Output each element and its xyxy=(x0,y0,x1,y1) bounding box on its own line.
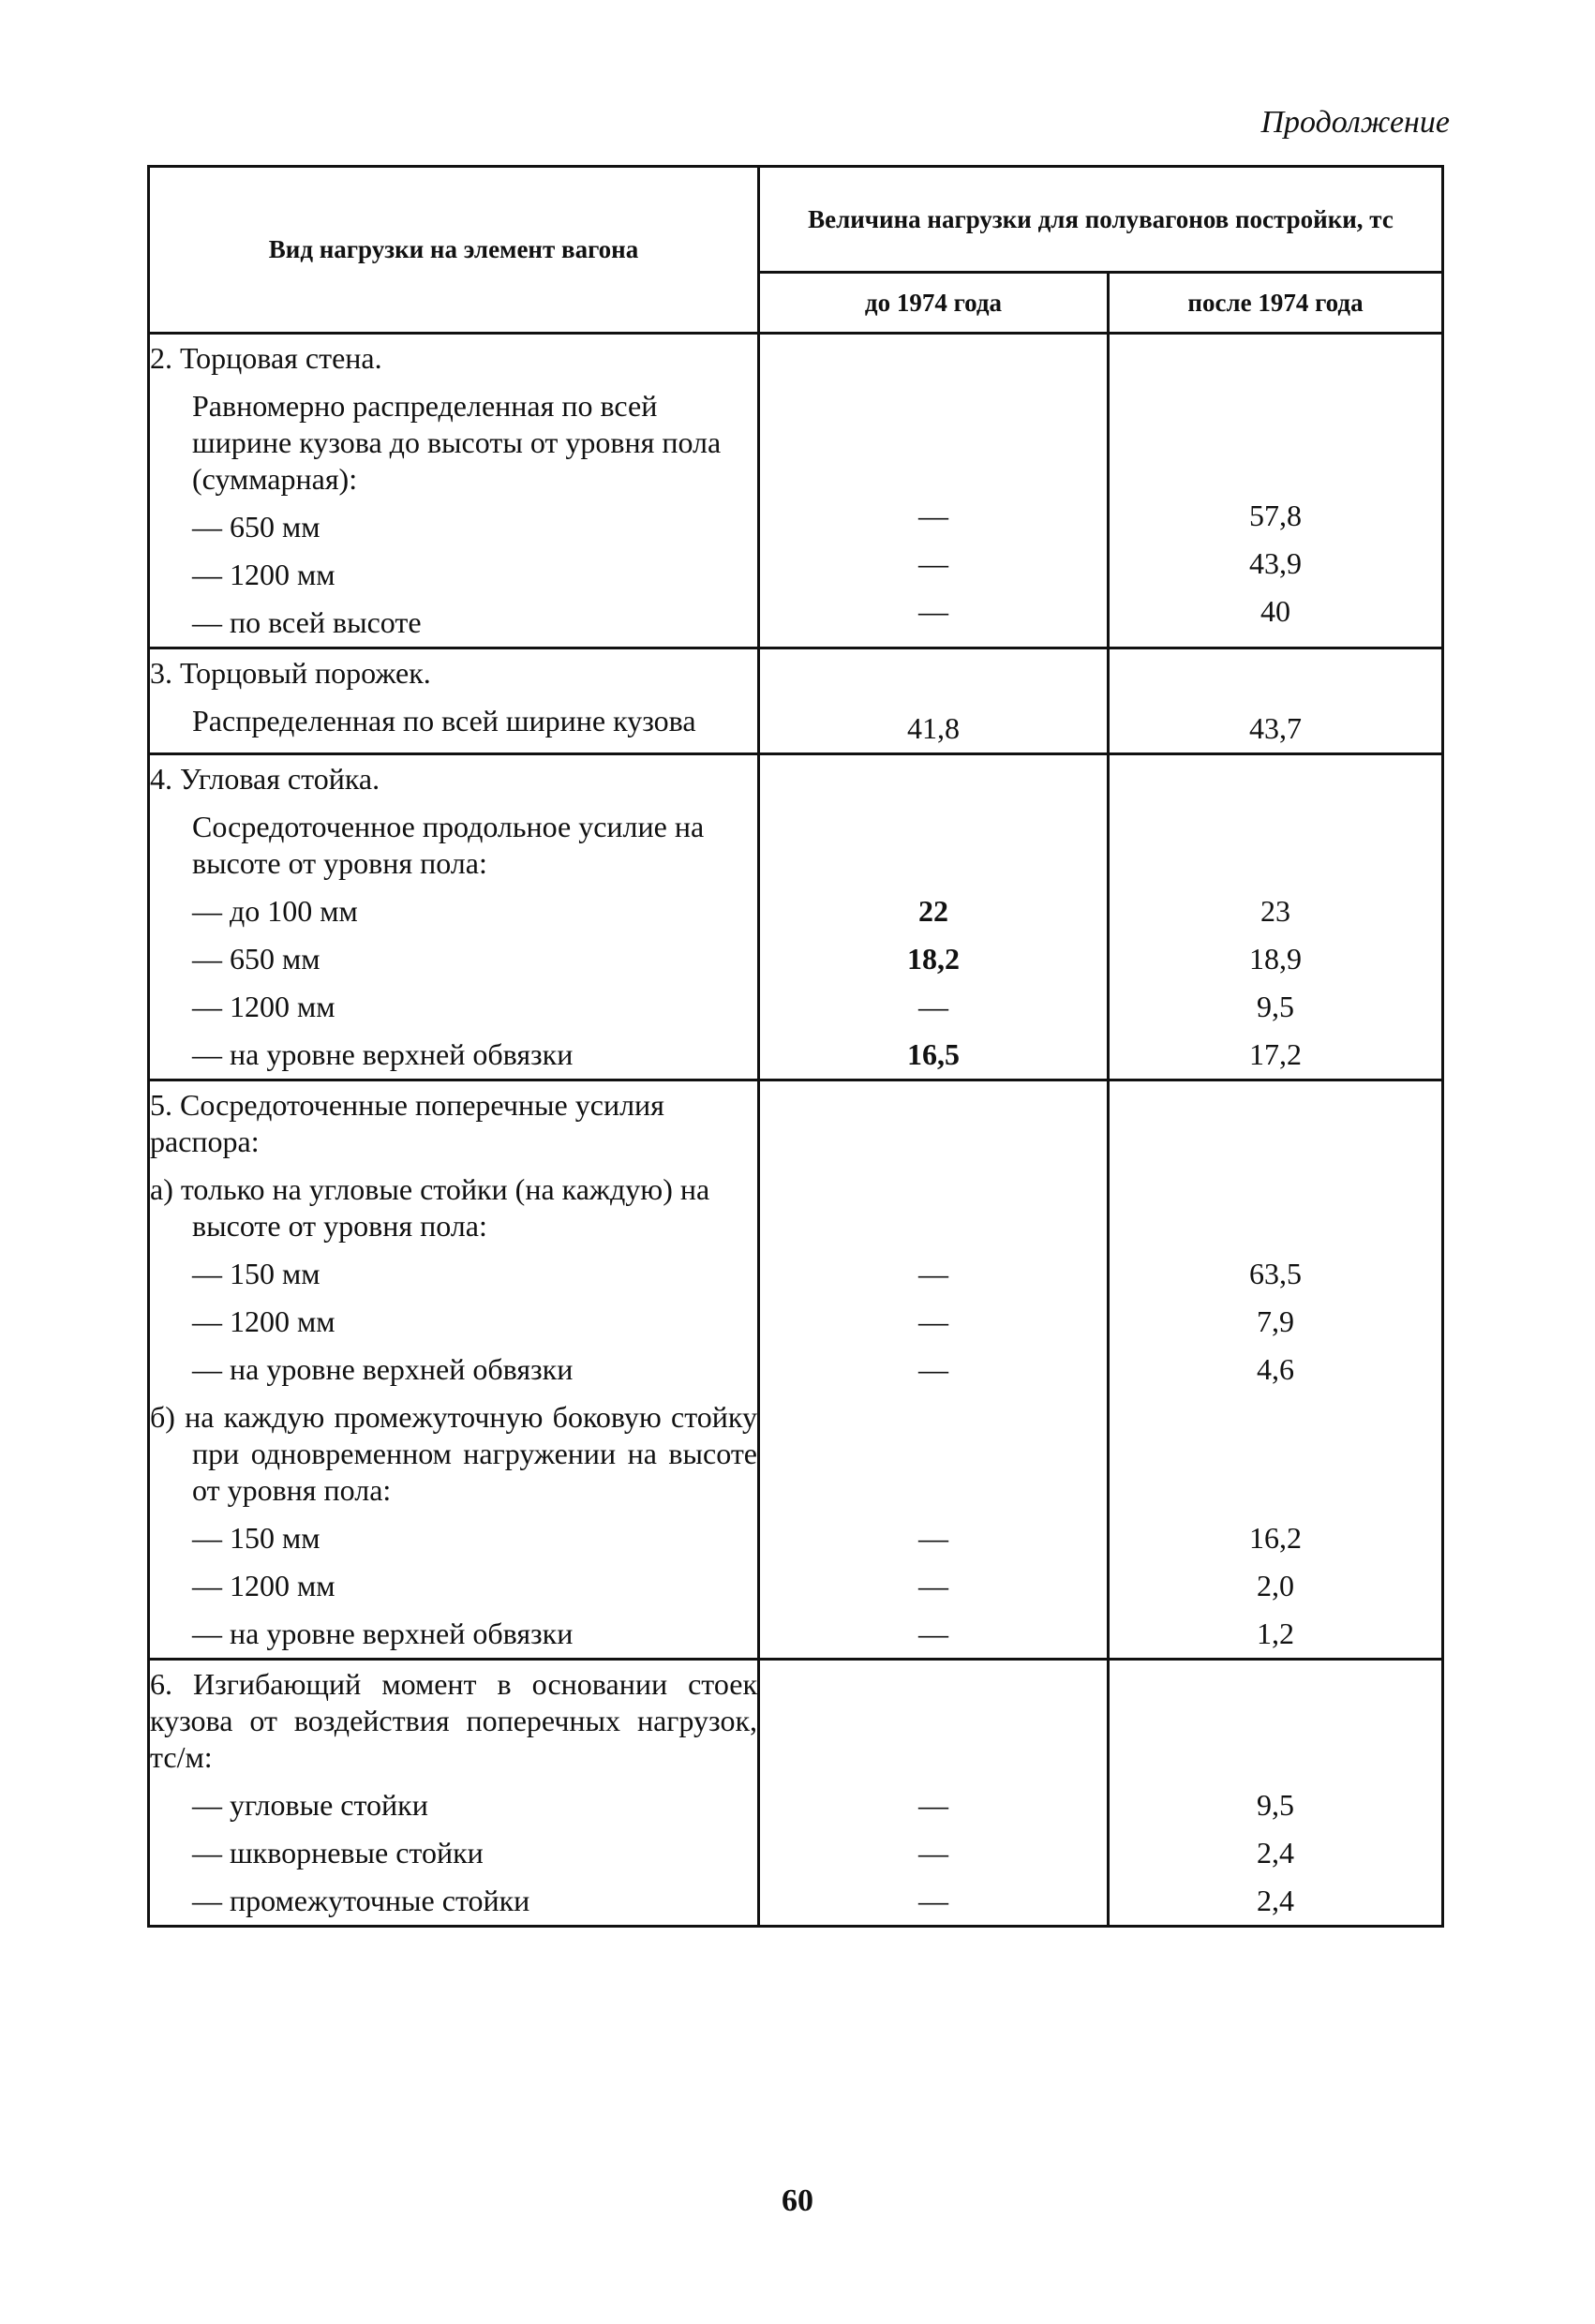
section-4-description xyxy=(149,754,759,1080)
value-cell: — xyxy=(918,1616,948,1650)
item-label: — угловые стойки xyxy=(192,1788,428,1822)
section-4-after xyxy=(1109,754,1443,1080)
section-5-after xyxy=(1109,1080,1443,1660)
section-3-before xyxy=(759,648,1109,754)
value-cell: 9,5 xyxy=(1257,990,1294,1023)
item-label: — по всей высоте xyxy=(192,605,422,639)
subsection-b-intro: б) на каждую промежуточную боковую стойку при одновременном нагружении на высоте от уровня пола: xyxy=(150,1400,757,1507)
section-title: 2. Торцовая стена. xyxy=(150,341,382,375)
item-label: — 150 мм xyxy=(192,1257,320,1290)
section-6-description xyxy=(149,1660,759,1927)
header-load-value: Величина нагрузки для полувагонов постройки, тс xyxy=(759,167,1443,273)
subsection-a-intro: а) только на угловые стойки (на каждую) на высоте от уровня пола: xyxy=(150,1172,710,1243)
value-cell: 1,2 xyxy=(1257,1616,1294,1650)
header-after-1974: после 1974 года xyxy=(1109,273,1443,334)
continuation-label: Продолжение xyxy=(1260,105,1450,140)
section-title: 5. Сосредоточенные поперечные усилия распора: xyxy=(150,1088,664,1158)
section-2-before xyxy=(759,334,1109,648)
table-row xyxy=(149,754,1443,1080)
item-label: — 1200 мм xyxy=(192,1569,335,1602)
value-cell: 2,4 xyxy=(1257,1836,1294,1870)
section-3-description xyxy=(149,648,759,754)
value-cell: 43,9 xyxy=(1249,546,1302,580)
value-cell: 9,5 xyxy=(1257,1788,1294,1822)
value-cell: 16,2 xyxy=(1249,1521,1302,1555)
value-cell: — xyxy=(918,1884,948,1917)
value-cell: — xyxy=(918,1521,948,1555)
value-cell: 40 xyxy=(1260,594,1290,628)
item-label: — на уровне верхней обвязки xyxy=(192,1616,574,1650)
item-label: — на уровне верхней обвязки xyxy=(192,1037,574,1071)
loads-table xyxy=(147,165,1444,1928)
value-cell: 17,2 xyxy=(1249,1037,1302,1071)
item-label: — 1200 мм xyxy=(192,1304,335,1338)
section-intro: Сосредоточенное продольное усилие на высоте от уровня пола: xyxy=(192,810,705,880)
section-3-after xyxy=(1109,648,1443,754)
value-cell: 18,9 xyxy=(1249,942,1302,976)
page-number: 60 xyxy=(782,2183,813,2218)
section-4-before xyxy=(759,754,1109,1080)
section-2-description xyxy=(149,334,759,648)
value-cell: 43,7 xyxy=(1249,711,1302,745)
section-intro: Распределенная по всей ширине кузова xyxy=(192,704,696,737)
value-cell: 7,9 xyxy=(1257,1304,1294,1338)
section-2-after xyxy=(1109,334,1443,648)
item-label: — 650 мм xyxy=(192,942,320,976)
value-cell: — xyxy=(918,499,948,532)
value-cell: 4,6 xyxy=(1257,1352,1294,1386)
item-label: — промежуточные стойки xyxy=(192,1884,530,1917)
section-title: 3. Торцовый порожек. xyxy=(150,656,431,690)
table-row xyxy=(149,334,1443,648)
value-cell: — xyxy=(918,1257,948,1290)
value-cell: — xyxy=(918,990,948,1023)
value-cell: — xyxy=(918,1836,948,1870)
value-cell: — xyxy=(918,546,948,580)
section-5-description xyxy=(149,1080,759,1660)
section-5-before xyxy=(759,1080,1109,1660)
header-load-type: Вид нагрузки на элемент вагона xyxy=(149,167,759,334)
section-title: 6. Изгибающий момент в основании стоек кузова от воздействия поперечных нагрузок, тс/м: xyxy=(150,1667,757,1774)
item-label: — 1200 мм xyxy=(192,990,335,1023)
value-cell: 41,8 xyxy=(907,711,960,745)
value-cell: 16,5 xyxy=(907,1037,960,1071)
value-cell: — xyxy=(918,1304,948,1338)
item-label: — 650 мм xyxy=(192,510,320,544)
header-before-1974: до 1974 года xyxy=(759,273,1109,334)
value-cell: 57,8 xyxy=(1249,499,1302,532)
item-label: — до 100 мм xyxy=(192,894,358,928)
table-row xyxy=(149,648,1443,754)
value-cell: — xyxy=(918,1352,948,1386)
section-6-before xyxy=(759,1660,1109,1927)
value-cell: 23 xyxy=(1260,894,1290,928)
value-cell: 18,2 xyxy=(907,942,960,976)
table-row xyxy=(149,1660,1443,1927)
item-label: — 1200 мм xyxy=(192,558,335,591)
value-cell: 2,0 xyxy=(1257,1569,1294,1602)
section-intro: Равномерно распределенная по всей ширине кузова до высоты от уровня пола (суммарная): xyxy=(192,389,722,496)
value-cell: 22 xyxy=(918,894,948,928)
section-6-after xyxy=(1109,1660,1443,1927)
value-cell: — xyxy=(918,594,948,628)
item-label: — 150 мм xyxy=(192,1521,320,1555)
value-cell: — xyxy=(918,1788,948,1822)
item-label: — на уровне верхней обвязки xyxy=(192,1352,574,1386)
value-cell: 63,5 xyxy=(1249,1257,1302,1290)
table-row xyxy=(149,1080,1443,1660)
value-cell: — xyxy=(918,1569,948,1602)
section-title: 4. Угловая стойка. xyxy=(150,762,380,796)
value-cell: 2,4 xyxy=(1257,1884,1294,1917)
item-label: — шкворневые стойки xyxy=(192,1836,484,1870)
